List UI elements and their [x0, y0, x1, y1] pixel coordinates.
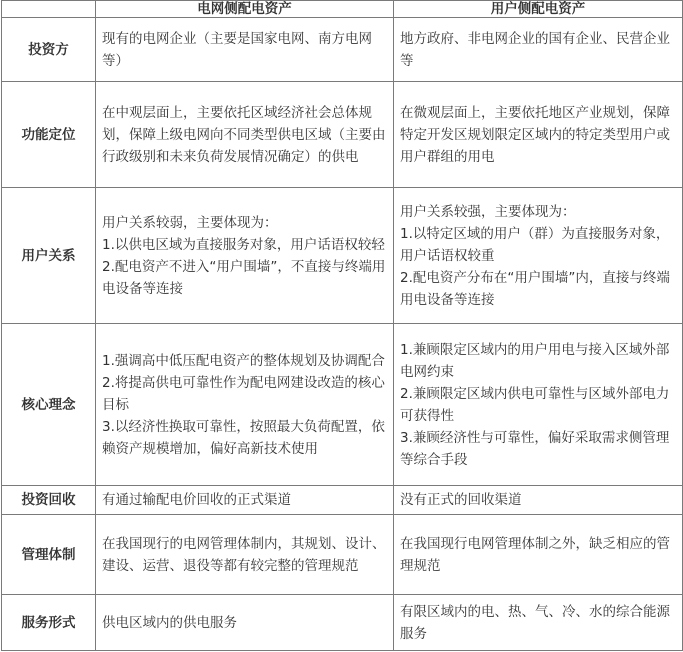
cell-text: 没有正式的回收渠道	[400, 492, 522, 508]
cell-text: 有通过输配电价回收的正式渠道	[102, 492, 291, 508]
grid-cell-core-concept	[96, 324, 394, 486]
cell-text: 1.以供电区域为直接服务对象，用户话语权较轻	[102, 236, 385, 253]
grid-cell-investor	[96, 18, 394, 82]
cell-text: 地方政府、非电网企业的国有企业、民营企业等	[400, 30, 670, 69]
table-row-management	[2, 515, 683, 595]
table-row-payback	[2, 486, 683, 515]
header-grid-side: 电网侧配电资产	[96, 1, 394, 18]
row-label-function: 功能定位	[2, 82, 96, 188]
user-cell-investor	[394, 18, 683, 82]
user-cell-core-concept	[394, 324, 683, 486]
cell-text: 2.配电资产不进入“用户围墙”，不直接与终端用电设备等连接	[102, 258, 386, 297]
cell-text: 3.兼顾经济性与可靠性，偏好采取需求侧管理等综合手段	[400, 429, 670, 468]
grid-cell-service	[96, 595, 394, 651]
row-label-service: 服务形式	[2, 595, 96, 651]
table-row-function	[2, 82, 683, 188]
cell-text: 在中观层面上，主要依托区域经济社会总体规划，保障上级电网向不同类型供电区域（主要由行政级别和未来负荷发展情况确定）的供电	[102, 104, 386, 165]
user-cell-service	[394, 595, 683, 651]
table-row-core-concept	[2, 324, 683, 486]
comparison-table	[1, 0, 683, 651]
user-cell-user-relation	[394, 188, 683, 324]
cell-text: 2.配电资产分布在“用户围墙”内，直接与终端用电设备等连接	[400, 269, 670, 308]
table-row-investor	[2, 18, 683, 82]
row-label-payback: 投资回收	[2, 486, 96, 515]
cell-text: 用户关系较弱，主要体现为：	[102, 214, 278, 231]
header-row	[2, 1, 683, 18]
row-label-management: 管理体制	[2, 515, 96, 595]
user-cell-payback	[394, 486, 683, 515]
cell-text: 1.以特定区域的用户（群）为直接服务对象，用户话语权较重	[400, 225, 670, 264]
row-label-investor: 投资方	[2, 18, 96, 82]
grid-cell-function	[96, 82, 394, 188]
cell-text: 在我国现行电网管理体制之外，缺乏相应的管理规范	[400, 535, 670, 574]
grid-cell-payback	[96, 486, 394, 515]
cell-text: 2.将提高供电可靠性作为配电网建设改造的核心目标	[102, 374, 385, 413]
cell-text: 现有的电网企业（主要是国家电网、南方电网等）	[102, 30, 372, 69]
header-corner	[2, 1, 96, 18]
cell-text: 供电区域内的供电服务	[102, 614, 237, 631]
table-row-user-relation	[2, 188, 683, 324]
cell-text: 3.以经济性换取可靠性，按照最大负荷配置，依赖资产规模增加，偏好高新技术使用	[102, 418, 385, 457]
row-label-user-relation: 用户关系	[2, 188, 96, 324]
cell-text: 在我国现行的电网管理体制内，其规划、设计、建设、运营、退役等都有较完整的管理规范	[102, 535, 386, 574]
header-user-side: 用户侧配电资产	[394, 1, 683, 18]
user-cell-management	[394, 515, 683, 595]
grid-cell-user-relation	[96, 188, 394, 324]
cell-text: 用户关系较强，主要体现为：	[400, 203, 576, 220]
cell-text: 在微观层面上，主要依托地区产业规划，保障特定开发区规划限定区域内的特定类型用户或用户群组的用电	[400, 104, 670, 165]
cell-text: 1.兼顾限定区域内的用户用电与接入区域外部电网约束	[400, 341, 670, 380]
row-label-core-concept: 核心理念	[2, 324, 96, 486]
cell-text: 1.强调高中低压配电资产的整体规划及协调配合	[102, 352, 385, 369]
user-cell-function	[394, 82, 683, 188]
cell-text: 有限区域内的电、热、气、冷、水的综合能源服务	[400, 603, 670, 642]
grid-cell-management	[96, 515, 394, 595]
cell-text: 2.兼顾限定区域内供电可靠性与区域外部电力可获得性	[400, 385, 670, 424]
table-row-service	[2, 595, 683, 651]
